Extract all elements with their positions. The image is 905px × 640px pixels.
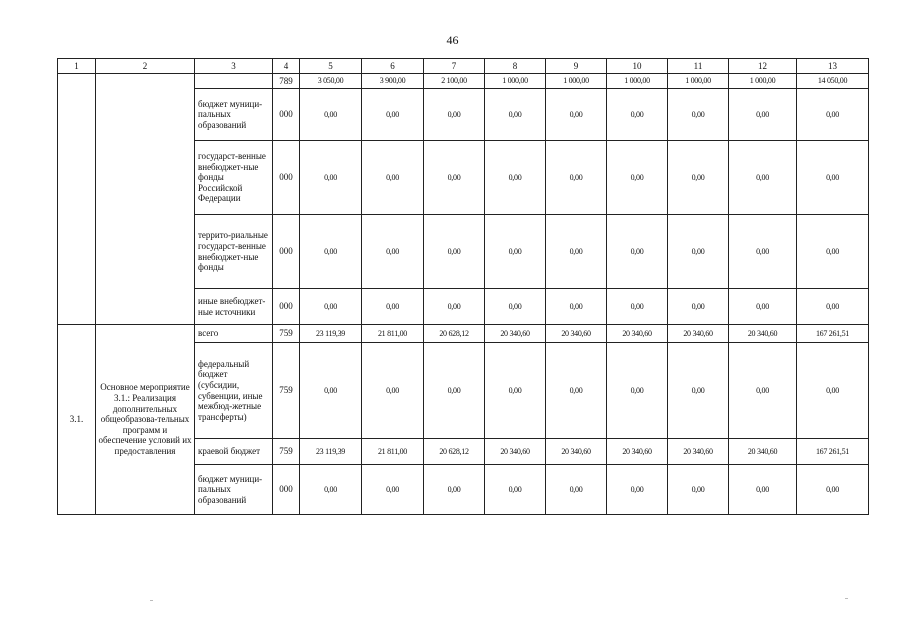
amount-cell: 0,00 [485, 343, 546, 439]
header-cell: 9 [546, 59, 607, 74]
amount-cell: 0,00 [485, 89, 546, 141]
funding-source: федеральный бюджет (субсидии, субвенции, иные межбюд-жетные трансферты) [195, 343, 273, 439]
amount-cell: 0,00 [668, 215, 729, 289]
amount-cell: 0,00 [729, 465, 797, 515]
header-cell: 1 [58, 59, 96, 74]
header-cell: 6 [362, 59, 424, 74]
block-measure-3-1 [58, 325, 869, 515]
amount-cell: 1 000,00 [546, 74, 607, 89]
amount-cell: 20 340,60 [729, 439, 797, 465]
amount-cell: 0,00 [424, 141, 485, 215]
amount-cell: 0,00 [607, 343, 668, 439]
amount-cell: 0,00 [607, 465, 668, 515]
header-cell: 12 [729, 59, 797, 74]
header-cell: 10 [607, 59, 668, 74]
amount-cell: 20 340,60 [668, 439, 729, 465]
budget-code: 000 [273, 465, 300, 515]
table-row [58, 74, 869, 89]
page-number: 46 [446, 33, 459, 47]
budget-code: 000 [273, 141, 300, 215]
funding-source: государст-венные внебюджет-ные фонды Российской Федерации [195, 141, 273, 215]
scan-artifact [845, 598, 848, 599]
amount-cell: 20 340,60 [607, 439, 668, 465]
funding-source [195, 74, 273, 89]
amount-cell: 0,00 [300, 89, 362, 141]
amount-cell: 0,00 [546, 465, 607, 515]
amount-cell: 0,00 [485, 465, 546, 515]
row-number-cell [58, 74, 96, 325]
amount-cell: 0,00 [729, 141, 797, 215]
budget-code: 759 [273, 325, 300, 343]
amount-cell: 20 340,60 [729, 325, 797, 343]
amount-cell: 0,00 [300, 215, 362, 289]
amount-cell: 23 119,39 [300, 325, 362, 343]
funding-source: бюджет муници-пальных образований [195, 465, 273, 515]
amount-cell: 0,00 [424, 465, 485, 515]
header-cell: 4 [273, 59, 300, 74]
amount-cell: 0,00 [485, 289, 546, 325]
amount-cell: 0,00 [424, 89, 485, 141]
amount-cell: 0,00 [300, 289, 362, 325]
budget-code: 759 [273, 343, 300, 439]
amount-cell: 2 100,00 [424, 74, 485, 89]
amount-cell: 167 261,51 [797, 325, 869, 343]
header-cell: 3 [195, 59, 273, 74]
amount-cell: 0,00 [362, 465, 424, 515]
budget-code: 759 [273, 439, 300, 465]
budget-code: 000 [273, 89, 300, 141]
amount-cell: 0,00 [424, 289, 485, 325]
amount-cell: 0,00 [300, 343, 362, 439]
funding-source: краевой бюджет [195, 439, 273, 465]
amount-cell: 0,00 [607, 289, 668, 325]
amount-cell: 0,00 [485, 215, 546, 289]
amount-cell: 20 340,60 [485, 439, 546, 465]
funding-source: бюджет муници-пальных образований [195, 89, 273, 141]
amount-cell: 20 340,60 [485, 325, 546, 343]
amount-cell: 1 000,00 [485, 74, 546, 89]
header-cell: 5 [300, 59, 362, 74]
amount-cell: 0,00 [729, 215, 797, 289]
amount-cell: 20 628,12 [424, 439, 485, 465]
amount-cell: 20 340,60 [668, 325, 729, 343]
amount-cell: 0,00 [668, 465, 729, 515]
amount-cell: 0,00 [546, 141, 607, 215]
header-cell: 13 [797, 59, 869, 74]
funding-source: всего [195, 325, 273, 343]
amount-cell: 0,00 [797, 289, 869, 325]
amount-cell: 3 900,00 [362, 74, 424, 89]
amount-cell: 0,00 [485, 141, 546, 215]
amount-cell: 167 261,51 [797, 439, 869, 465]
amount-cell: 0,00 [362, 343, 424, 439]
amount-cell: 1 000,00 [729, 74, 797, 89]
header-cell: 8 [485, 59, 546, 74]
measure-number: 3.1. [58, 325, 96, 515]
amount-cell: 0,00 [729, 89, 797, 141]
amount-cell: 20 628,12 [424, 325, 485, 343]
amount-cell: 0,00 [607, 215, 668, 289]
budget-code: 000 [273, 289, 300, 325]
amount-cell: 0,00 [362, 215, 424, 289]
measure-name-cell [96, 74, 195, 325]
budget-code: 000 [273, 215, 300, 289]
funding-source: иные внебюджет-ные источники [195, 289, 273, 325]
funding-source: террито-риальные государст-венные внебюджет-ные фонды [195, 215, 273, 289]
amount-cell: 0,00 [607, 89, 668, 141]
header-cell: 2 [96, 59, 195, 74]
amount-cell: 0,00 [362, 141, 424, 215]
amount-cell: 0,00 [546, 289, 607, 325]
budget-code: 789 [273, 74, 300, 89]
amount-cell: 0,00 [300, 141, 362, 215]
amount-cell: 0,00 [668, 289, 729, 325]
block-continuation [58, 74, 869, 325]
amount-cell: 0,00 [797, 141, 869, 215]
amount-cell: 21 811,00 [362, 325, 424, 343]
amount-cell: 0,00 [668, 141, 729, 215]
amount-cell: 0,00 [362, 289, 424, 325]
amount-cell: 0,00 [607, 141, 668, 215]
amount-cell: 3 050,00 [300, 74, 362, 89]
amount-cell: 0,00 [797, 89, 869, 141]
amount-cell: 0,00 [424, 215, 485, 289]
amount-cell: 0,00 [797, 465, 869, 515]
amount-cell: 0,00 [424, 343, 485, 439]
amount-cell: 20 340,60 [546, 325, 607, 343]
amount-cell: 1 000,00 [607, 74, 668, 89]
amount-cell: 21 811,00 [362, 439, 424, 465]
amount-cell: 20 340,60 [546, 439, 607, 465]
amount-cell: 0,00 [668, 343, 729, 439]
amount-cell: 0,00 [668, 89, 729, 141]
amount-cell: 1 000,00 [668, 74, 729, 89]
header-cell: 7 [424, 59, 485, 74]
amount-cell: 0,00 [300, 465, 362, 515]
amount-cell: 0,00 [546, 215, 607, 289]
scan-artifact [150, 600, 153, 601]
header-cell: 11 [668, 59, 729, 74]
measure-name: Основное мероприятие 3.1.: Реализация дополнительных общеобразова-тельных программ и обеспечение условий их предоставления [96, 325, 195, 515]
amount-cell: 0,00 [546, 343, 607, 439]
amount-cell: 0,00 [362, 89, 424, 141]
amount-cell: 23 119,39 [300, 439, 362, 465]
amount-cell: 20 340,60 [607, 325, 668, 343]
amount-cell: 0,00 [729, 289, 797, 325]
amount-cell: 0,00 [729, 343, 797, 439]
table-row [58, 325, 869, 343]
table-header-row [58, 59, 869, 74]
amount-cell: 14 050,00 [797, 74, 869, 89]
amount-cell: 0,00 [797, 343, 869, 439]
budget-table [57, 58, 869, 515]
amount-cell: 0,00 [546, 89, 607, 141]
amount-cell: 0,00 [797, 215, 869, 289]
